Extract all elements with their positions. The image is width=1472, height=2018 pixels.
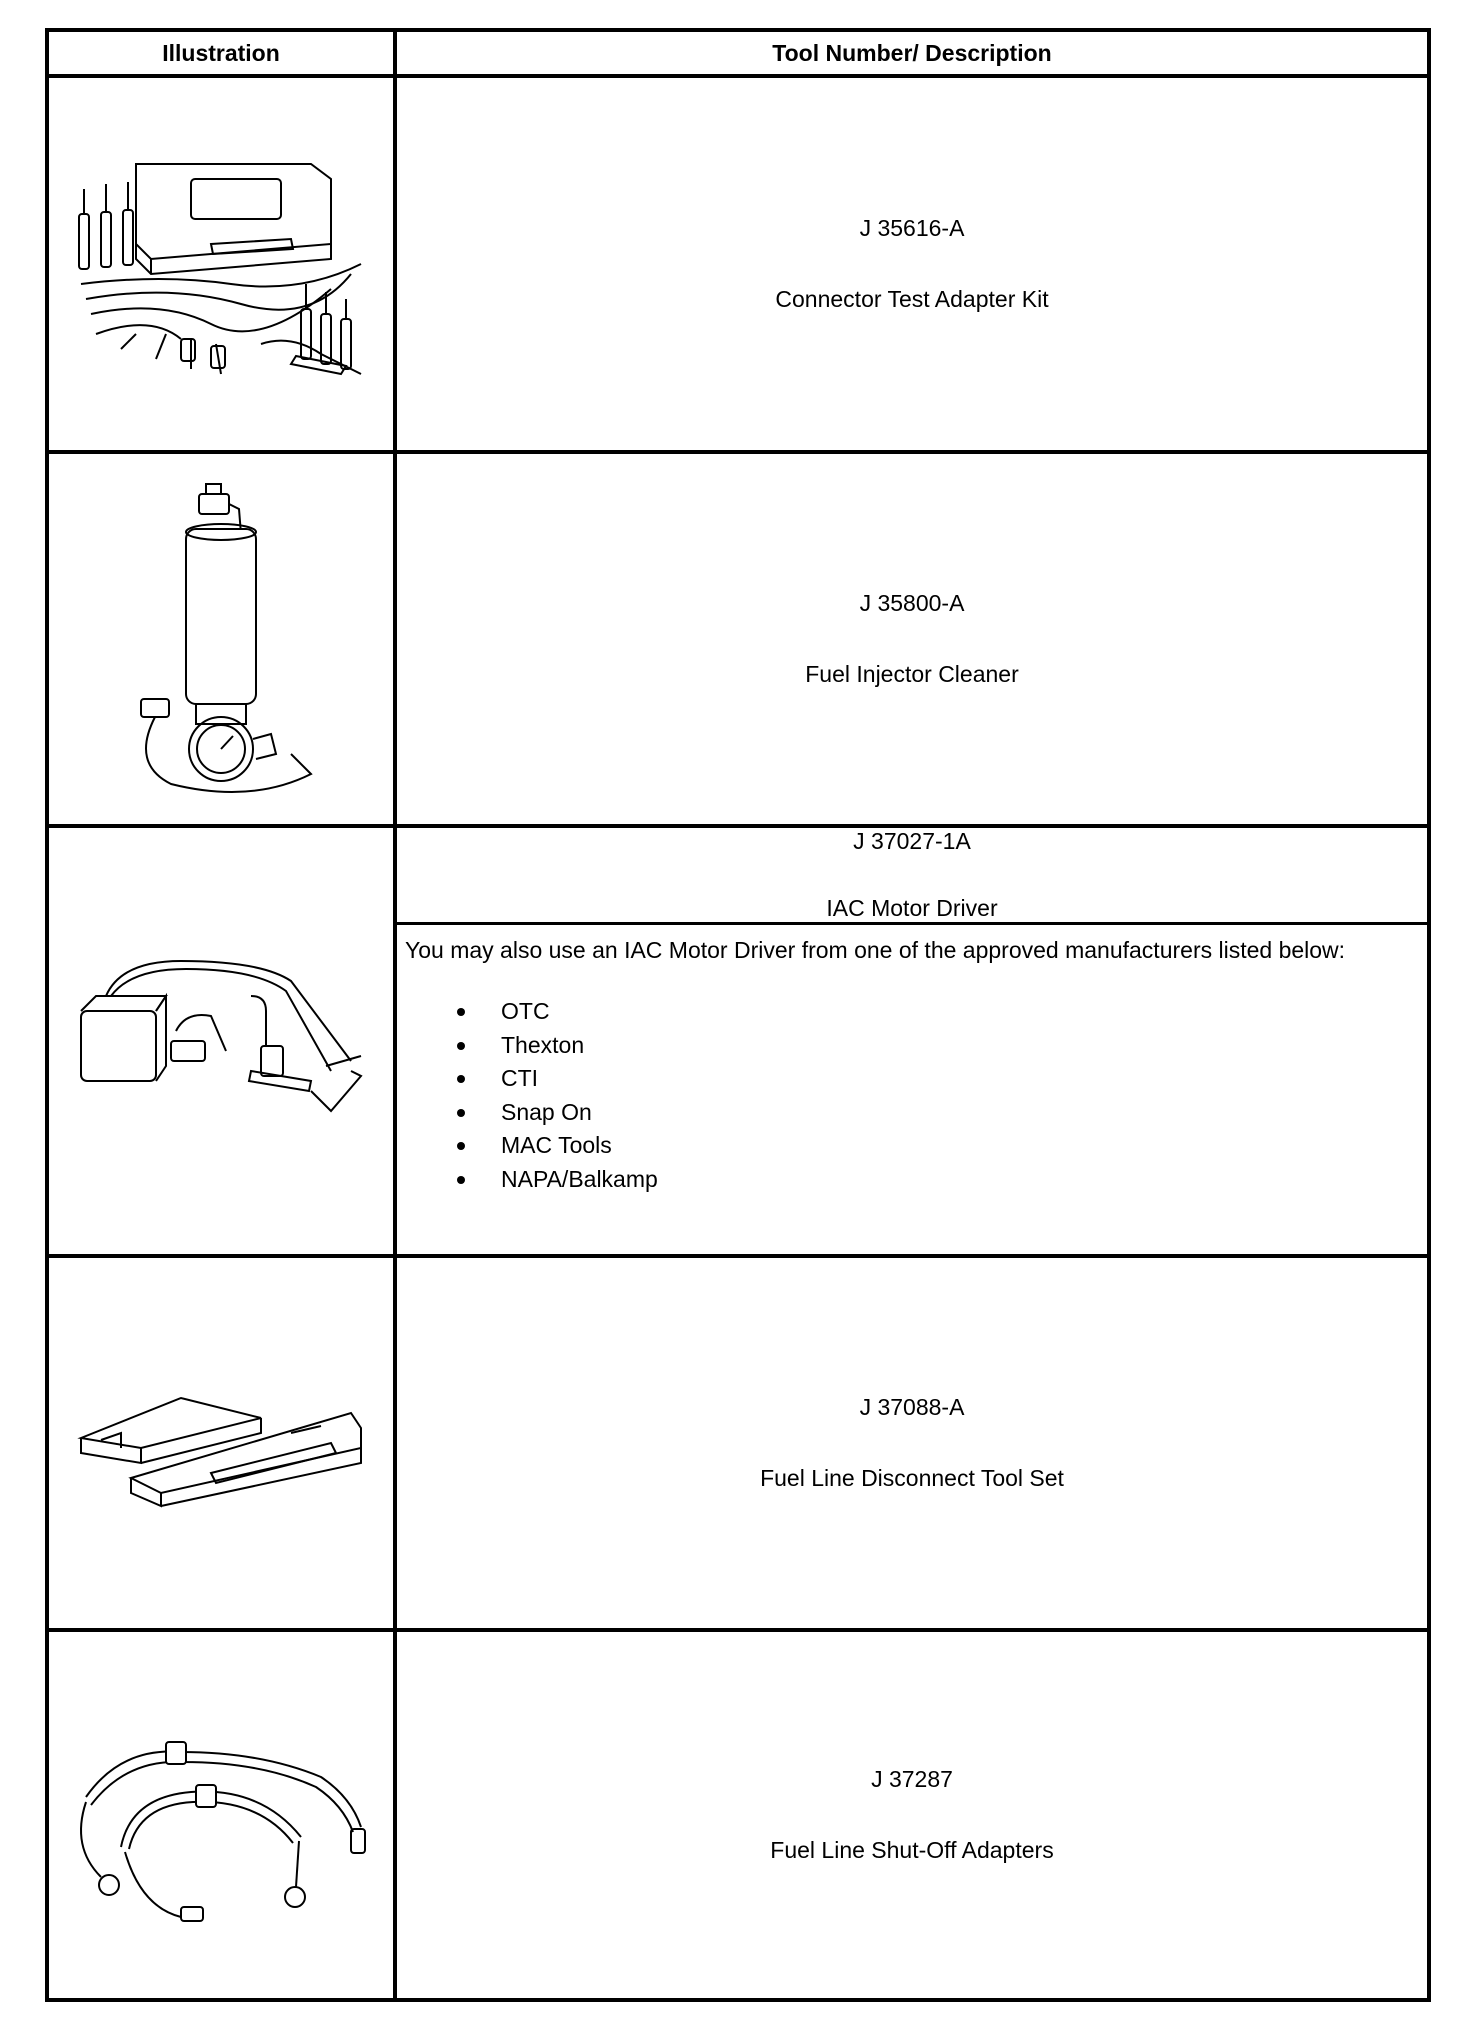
- list-item: MAC Tools: [397, 1129, 658, 1163]
- list-item: CTI: [397, 1062, 658, 1096]
- tool-description: Fuel Line Disconnect Tool Set: [760, 1465, 1064, 1491]
- bullet-icon: [457, 1075, 465, 1083]
- tool-number: J 35800-A: [859, 590, 965, 616]
- tool-description: IAC Motor Driver: [826, 895, 998, 921]
- connector-test-adapter-kit-illustration: [49, 78, 393, 450]
- bullet-icon: [457, 1142, 465, 1150]
- tool-description: Fuel Injector Cleaner: [805, 661, 1019, 687]
- tool-number: J 35616-A: [859, 215, 965, 241]
- bullet-icon: [457, 1008, 465, 1016]
- tool-description: Fuel Line Shut-Off Adapters: [770, 1837, 1054, 1863]
- alternatives-intro: You may also use an IAC Motor Driver from one of the approved manufacturers listed below:: [405, 937, 1346, 963]
- bullet-icon: [457, 1176, 465, 1184]
- tool-number: J 37287: [871, 1766, 953, 1792]
- list-item: NAPA/Balkamp: [397, 1163, 658, 1197]
- row-fuel-line-shut-off-adapters: [397, 1632, 1427, 1998]
- bullet-icon: [457, 1109, 465, 1117]
- fuel-injector-cleaner-illustration: [49, 454, 393, 824]
- list-item: Thexton: [397, 1029, 658, 1063]
- header-illustration: Illustration: [162, 39, 280, 66]
- header-tool-description: Tool Number/ Description: [772, 39, 1052, 66]
- list-item: Snap On: [397, 1096, 658, 1130]
- tool-number: J 37027-1A: [853, 828, 971, 854]
- manufacturer-list: [397, 995, 658, 1196]
- list-item: OTC: [397, 995, 658, 1029]
- row-iac-motor-driver: [397, 828, 1427, 922]
- iac-motor-driver-illustration: [49, 828, 393, 1254]
- tool-number: J 37088-A: [859, 1394, 965, 1420]
- fuel-line-disconnect-tool-set-illustration: [49, 1258, 393, 1628]
- row-connector-test-adapter-kit: [397, 78, 1427, 450]
- tools-table: [45, 28, 1431, 2002]
- row-fuel-injector-cleaner: [397, 454, 1427, 824]
- tool-description: Connector Test Adapter Kit: [775, 286, 1049, 312]
- bullet-icon: [457, 1042, 465, 1050]
- row-fuel-line-disconnect-tool-set: [397, 1258, 1427, 1628]
- fuel-line-shut-off-adapters-illustration: [49, 1632, 393, 2002]
- approved-manufacturers: [397, 925, 1427, 1254]
